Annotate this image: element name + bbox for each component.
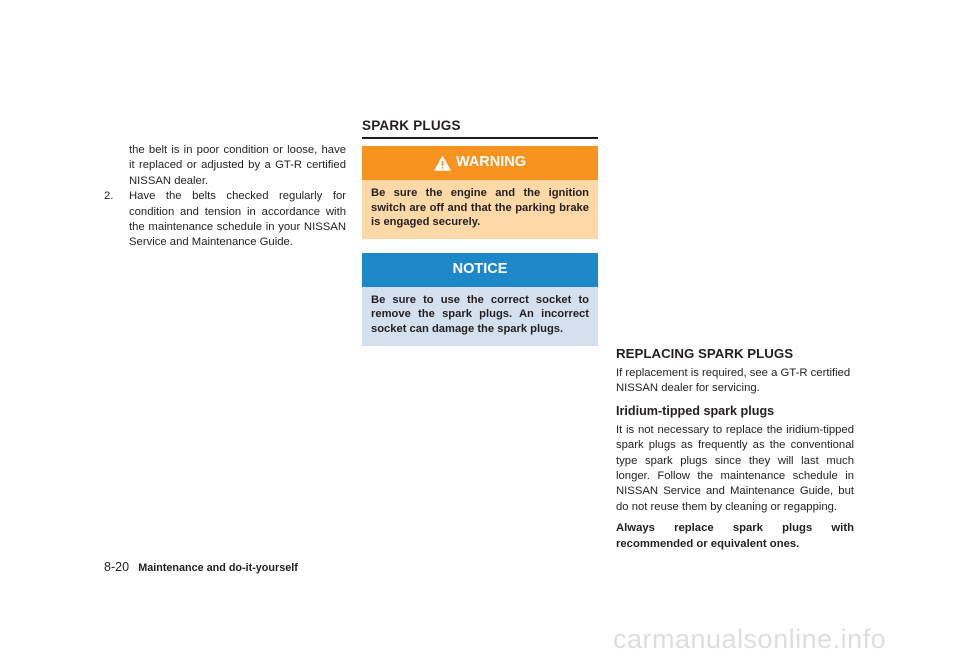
- warning-text: Be sure the engine and the ignition switch are off and that the parking brake is engaged securely.: [362, 180, 598, 239]
- watermark: carmanualsonline.info: [613, 624, 887, 654]
- list-item-number: 2.: [104, 190, 114, 203]
- replacing-section: [616, 346, 854, 558]
- iridium-subheading: Iridium-tipped spark plugs: [616, 403, 775, 418]
- notice-label: NOTICE: [452, 261, 508, 278]
- list-item: [104, 189, 346, 251]
- warning-box: [362, 146, 598, 239]
- notice-header: [362, 253, 598, 287]
- page-footer: [104, 560, 298, 574]
- list-item-text: Have the belts checked regularly for condition and tension in accordance with the maintenance schedule in your NISSAN Service and Maintenance Guide.: [129, 190, 346, 249]
- notice-text: Be sure to use the correct socket to remove the spark plugs. An incorrect socket can damage the spark plugs.: [362, 287, 598, 346]
- notice-box: [362, 253, 598, 346]
- warning-triangle-icon: [434, 156, 451, 171]
- iridium-emphasis: Always replace spark plugs with recommended or equivalent ones.: [616, 522, 854, 550]
- spark-plugs-section: [362, 118, 598, 346]
- warning-header: [362, 146, 598, 180]
- left-column: [104, 143, 346, 251]
- iridium-body: It is not necessary to replace the iridium-tipped spark plugs as frequently as the conventional type spark plugs since they will last much longer. Follow the maintenance schedule in NISSAN Service and Maintenance Guide, but do not reuse them by cleaning or regapping.: [616, 423, 854, 513]
- replacing-heading: REPLACING SPARK PLUGS: [616, 346, 794, 361]
- replacing-intro: If replacement is required, see a GT-R certified NISSAN dealer for servicing.: [616, 367, 851, 395]
- warning-label: WARNING: [455, 154, 527, 171]
- belt-continuation-text: the belt is in poor condition or loose, have it replaced or adjusted by a GT-R certified NISSAN dealer.: [129, 144, 346, 187]
- footer-section-title: Maintenance and do-it-yourself: [138, 562, 298, 574]
- section-title: SPARK PLUGS: [362, 118, 598, 139]
- page-number: 8-20: [104, 560, 130, 574]
